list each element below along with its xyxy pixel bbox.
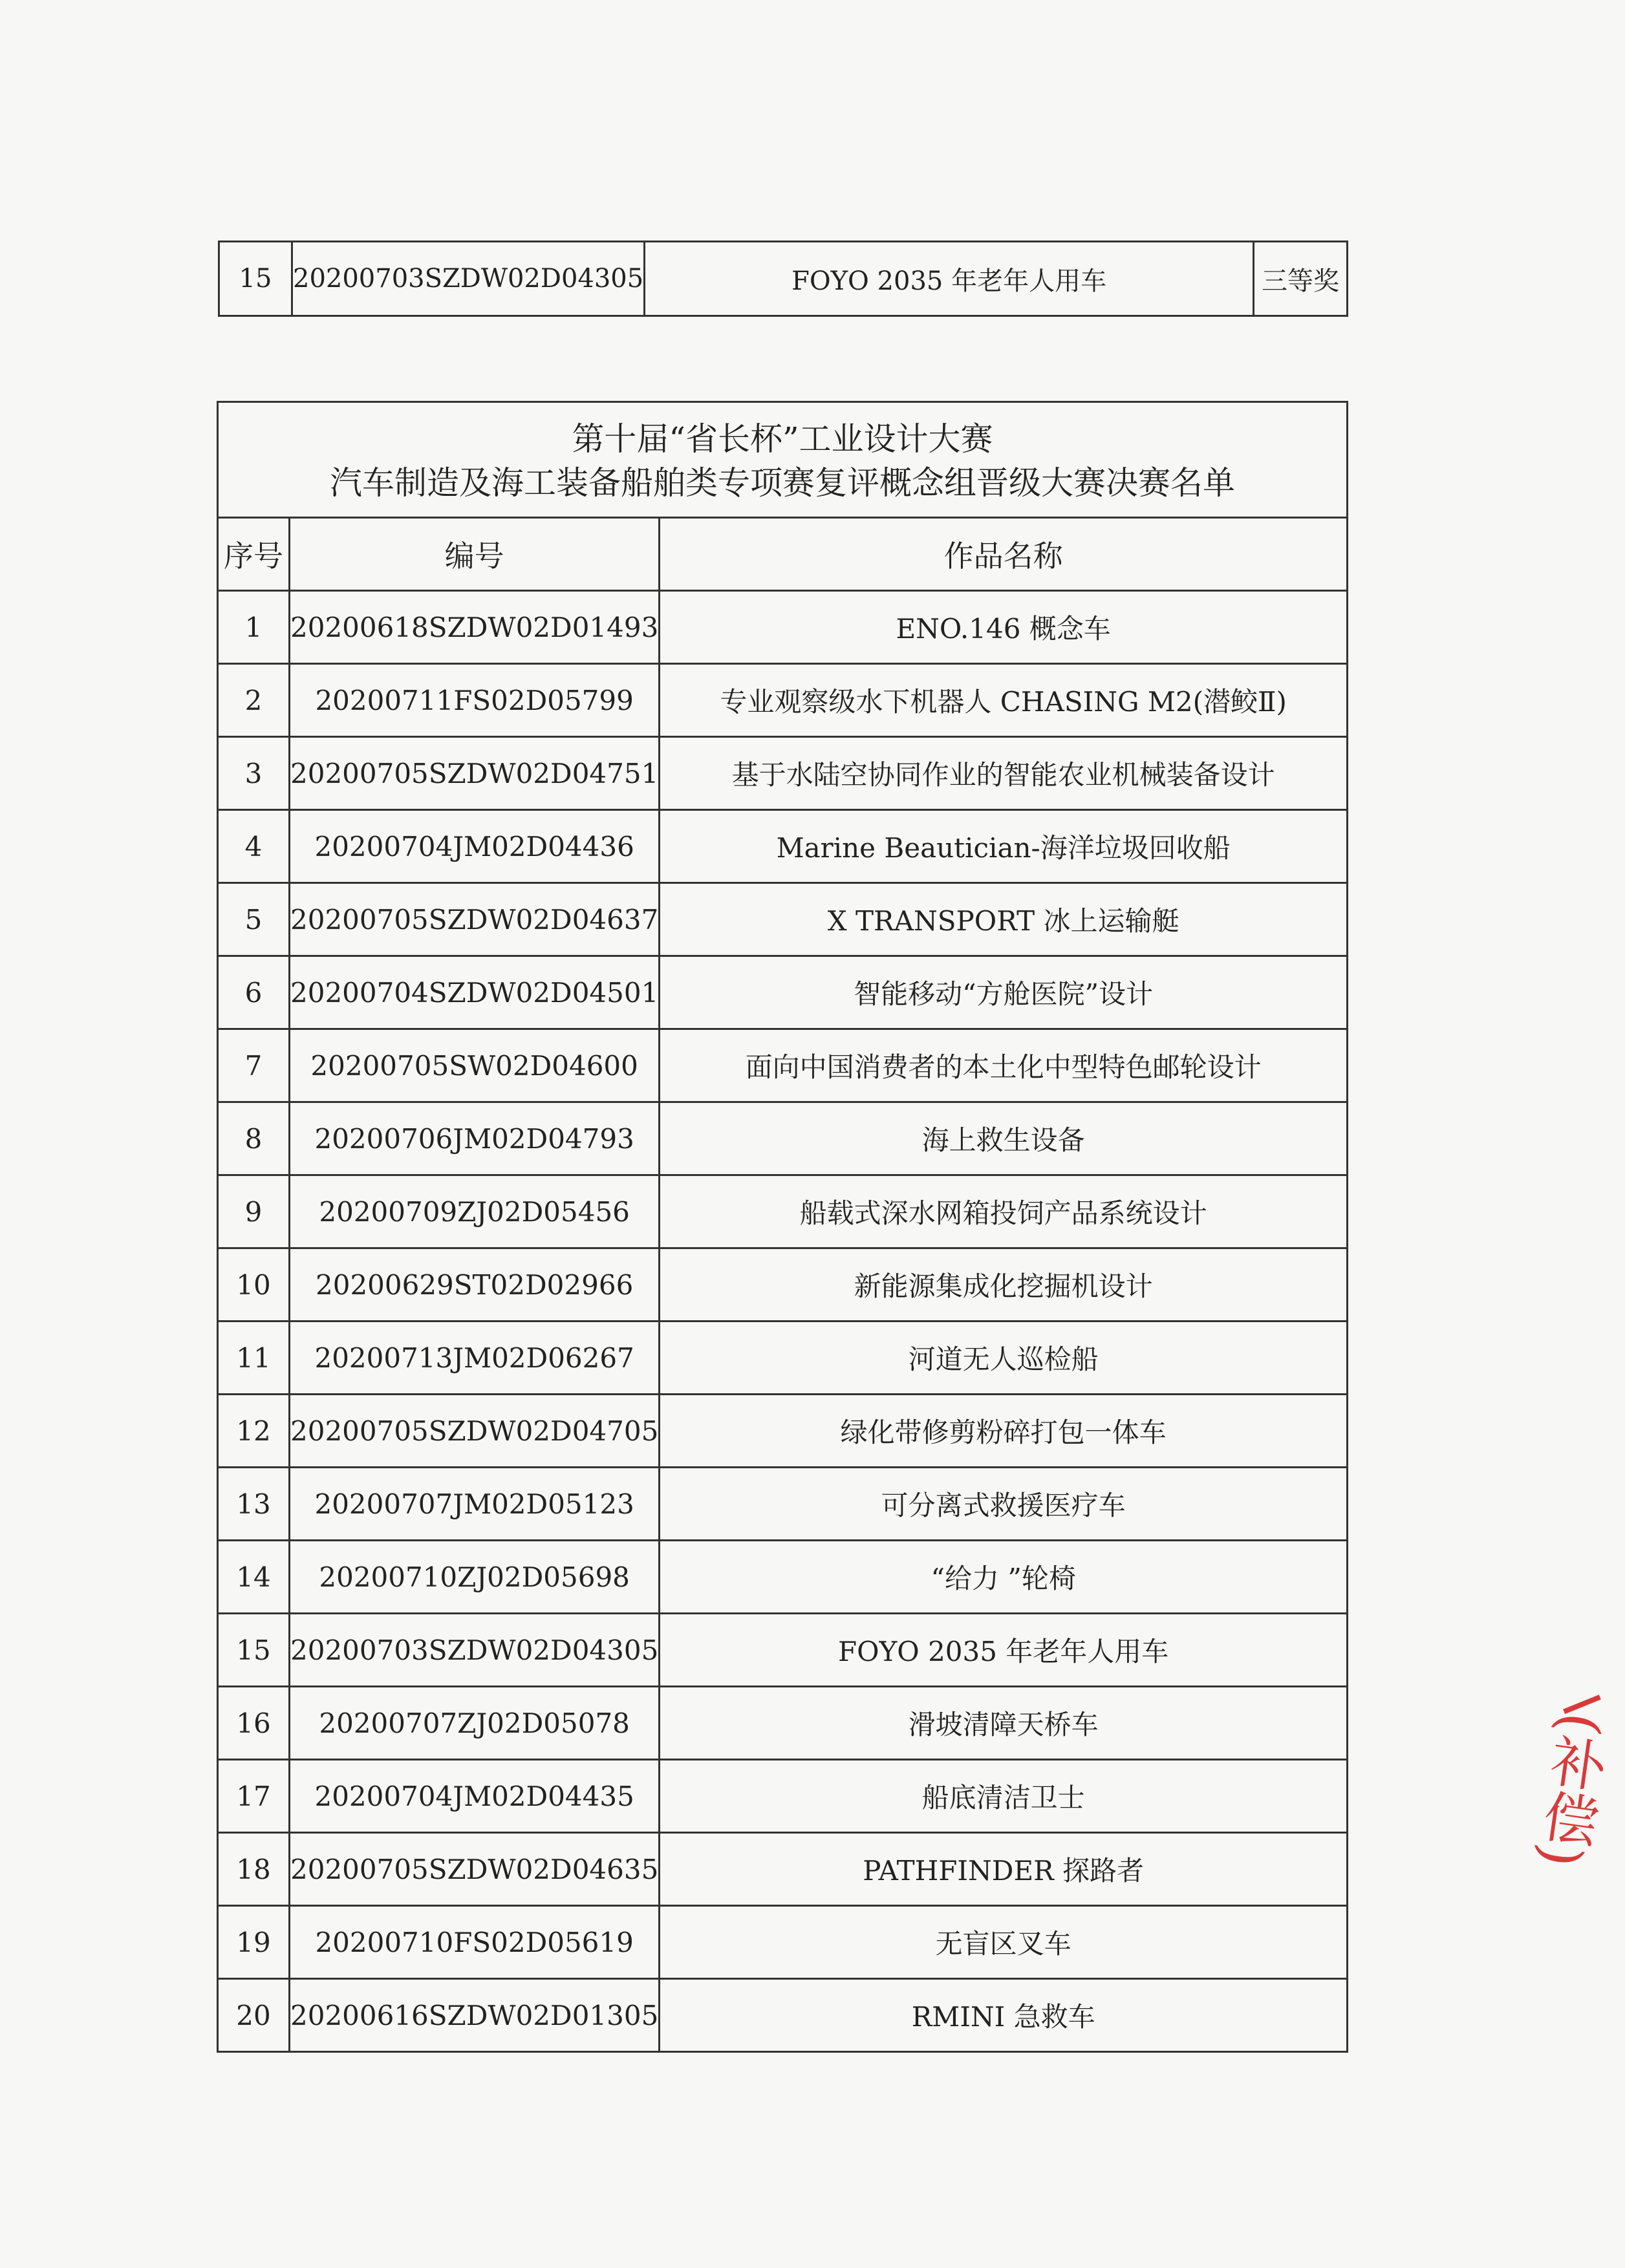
header-name: 作品名称 (660, 518, 1348, 591)
cell-no: 15 (219, 242, 292, 316)
table-row (218, 1102, 1348, 1175)
cell-no: 9 (218, 1175, 290, 1248)
table-row (218, 1979, 1348, 2052)
cell-award: 三等奖 (1254, 242, 1348, 316)
cell-no: 20 (218, 1979, 290, 2052)
stamp-mark (1563, 1695, 1601, 1714)
cell-name: FOYO 2035 年老年人用车 (660, 1614, 1348, 1687)
cell-name: 专业观察级水下机器人 CHASING M2(潜鲛Ⅱ) (660, 664, 1348, 737)
cell-no: 5 (218, 883, 290, 956)
cell-name: 河道无人巡检船 (660, 1321, 1348, 1395)
cell-no: 2 (218, 664, 290, 737)
cell-no: 11 (218, 1321, 290, 1395)
cell-no: 10 (218, 1248, 290, 1321)
cell-name: 可分离式救援医疗车 (660, 1468, 1348, 1541)
cell-code: 20200703SZDW02D04305 (292, 242, 645, 316)
table-row (218, 1541, 1348, 1614)
table-row (218, 1029, 1348, 1102)
cell-no: 4 (218, 810, 290, 883)
table-title (217, 401, 1348, 517)
title-line-1: 第十届“省长杯”工业设计大赛 (572, 420, 993, 458)
table-row (218, 1248, 1348, 1321)
table-row (218, 956, 1348, 1029)
table-row (218, 591, 1348, 664)
cell-name: 面向中国消费者的本土化中型特色邮轮设计 (660, 1029, 1348, 1102)
cell-code: 20200704JM02D04436 (290, 810, 660, 883)
table-row (218, 664, 1348, 737)
cell-name: Marine Beautician-海洋垃圾回收船 (660, 810, 1348, 883)
cell-name: 无盲区叉车 (660, 1906, 1348, 1979)
cell-code: 20200704JM02D04435 (290, 1760, 660, 1833)
table-row (218, 1175, 1348, 1248)
red-stamp (1498, 1689, 1625, 2008)
cell-name: 海上救生设备 (660, 1102, 1348, 1175)
cell-code: 20200618SZDW02D01493 (290, 591, 660, 664)
table-row (218, 1687, 1348, 1760)
cell-no: 13 (218, 1468, 290, 1541)
stamp-text: (补偿) (1527, 1709, 1613, 1871)
header-code: 编号 (290, 518, 660, 591)
cell-code: 20200705SZDW02D04637 (290, 883, 660, 956)
table-row (218, 1321, 1348, 1395)
cell-name: 基于水陆空协同作业的智能农业机械装备设计 (660, 737, 1348, 810)
cell-name: 滑坡清障天桥车 (660, 1687, 1348, 1760)
cell-code: 20200709ZJ02D05456 (290, 1175, 660, 1248)
header-row (218, 518, 1348, 591)
cell-name: “给力 ”轮椅 (660, 1541, 1348, 1614)
cell-no: 17 (218, 1760, 290, 1833)
title-line-2: 汽车制造及海工装备船舶类专项赛复评概念组晋级大赛决赛名单 (330, 464, 1235, 502)
cell-no: 3 (218, 737, 290, 810)
cell-name: ENO.146 概念车 (660, 591, 1348, 664)
table-row (218, 1760, 1348, 1833)
cell-no: 14 (218, 1541, 290, 1614)
cell-code: 20200707ZJ02D05078 (290, 1687, 660, 1760)
table-row (218, 883, 1348, 956)
table-row (219, 242, 1348, 316)
cell-code: 20200707JM02D05123 (290, 1468, 660, 1541)
cell-code: 20200710FS02D05619 (290, 1906, 660, 1979)
cell-name: X TRANSPORT 冰上运输艇 (660, 883, 1348, 956)
cell-code: 20200705SZDW02D04635 (290, 1833, 660, 1906)
cell-no: 8 (218, 1102, 290, 1175)
cell-no: 15 (218, 1614, 290, 1687)
cell-name: RMINI 急救车 (660, 1979, 1348, 2052)
table-row (218, 810, 1348, 883)
cell-name: 绿化带修剪粉碎打包一体车 (660, 1395, 1348, 1468)
cell-name: 新能源集成化挖掘机设计 (660, 1248, 1348, 1321)
cell-no: 6 (218, 956, 290, 1029)
cell-code: 20200705SW02D04600 (290, 1029, 660, 1102)
table-row (218, 737, 1348, 810)
header-no: 序号 (218, 518, 290, 591)
cell-code: 20200705SZDW02D04751 (290, 737, 660, 810)
cell-no: 1 (218, 591, 290, 664)
cell-no: 7 (218, 1029, 290, 1102)
cell-code: 20200713JM02D06267 (290, 1321, 660, 1395)
table-row (218, 1906, 1348, 1979)
table-row (218, 1614, 1348, 1687)
cell-code: 20200710ZJ02D05698 (290, 1541, 660, 1614)
table-row (218, 1468, 1348, 1541)
cell-code: 20200705SZDW02D04705 (290, 1395, 660, 1468)
cell-name: 船载式深水网箱投饲产品系统设计 (660, 1175, 1348, 1248)
cell-no: 19 (218, 1906, 290, 1979)
cell-no: 16 (218, 1687, 290, 1760)
cell-name: 智能移动“方舱医院”设计 (660, 956, 1348, 1029)
cell-name: 船底清洁卫士 (660, 1760, 1348, 1833)
finalist-table (217, 401, 1348, 2053)
cell-code: 20200711FS02D05799 (290, 664, 660, 737)
cell-no: 18 (218, 1833, 290, 1906)
table-row (218, 1395, 1348, 1468)
cell-code: 20200704SZDW02D04501 (290, 956, 660, 1029)
table-body (218, 591, 1348, 2052)
cell-code: 20200616SZDW02D01305 (290, 1979, 660, 2052)
cell-code: 20200703SZDW02D04305 (290, 1614, 660, 1687)
table-row (218, 1833, 1348, 1906)
cell-name: FOYO 2035 年老年人用车 (645, 242, 1254, 316)
cell-no: 12 (218, 1395, 290, 1468)
cell-code: 20200706JM02D04793 (290, 1102, 660, 1175)
cell-name: PATHFINDER 探路者 (660, 1833, 1348, 1906)
cell-code: 20200629ST02D02966 (290, 1248, 660, 1321)
continued-table (218, 241, 1348, 317)
